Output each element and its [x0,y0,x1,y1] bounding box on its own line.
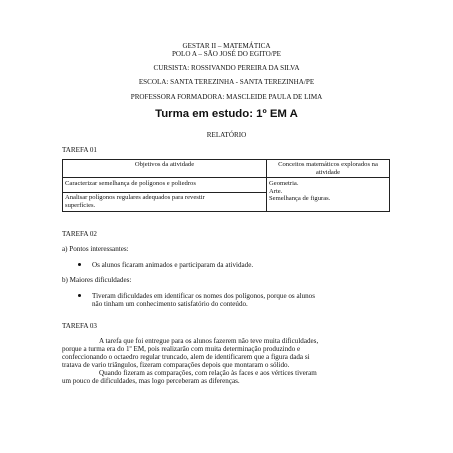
tarefa02-label: TAREFA 02 [62,230,97,238]
table-header-conceitos-line1: Conceitos matemáticos explorados na [278,161,378,168]
conceito-semelhanca: Semelhança de figuras. [269,195,331,203]
bullet-icon [78,294,81,297]
table-cell-objetivo-1: Caracterizar semelhança de polígonos e poliedros [63,178,267,193]
conceito-arte: Arte. [269,187,283,195]
relatorio-title: RELATÓRIO [206,131,247,139]
table-header-row [63,160,390,178]
table-cell-conceitos [267,178,390,212]
tarefa03-p2-line2: um pouco de dificuldades, mas logo perceberam as diferenças. [62,377,240,385]
table-row [63,178,390,193]
table-header-conceitos-line2: atividade [315,168,341,176]
header-line-1: GESTAR II – MATEMÁTICA [182,42,271,50]
dificuldades-item-line1: Tiveram dificuldades em identificar os nomes dos polígonos, porque os alunos [92,292,315,300]
tarefa01-label: TAREFA 01 [62,146,97,154]
header-cursista: CURSISTA: ROSSIVANDO PEREIRA DA SILVA [153,64,300,72]
table-header-objetivos: Objetivos da atividade [63,160,267,178]
pontos-interessantes-label: a) Pontos interessantes: [62,245,129,253]
header-escola: ESCOLA: SANTA TEREZINHA - SANTA TEREZINHA/PE [138,78,315,86]
tarefa03-p1-line3: confeccionando o octaedro regular truncado, alem de identificarem que a figura dada si [62,353,310,361]
table-cell-objetivo-2 [63,193,267,212]
header-line-2: POLO A – SÃO JOSÉ DO EGITO/PE [171,50,282,58]
header-professora: PROFESSORA FORMADORA: MASCLEIDE PAULA DE LIMA [130,93,323,101]
objectives-table [62,159,390,212]
dificuldades-item-line2: não tinham um conhecimento satisfatório do conteúdo. [92,300,248,308]
conceito-geometria: Geometria. [269,180,299,187]
tarefa03-p1-line4: tratava de vario triângulos, fizeram comparações depois que montaram o sólido. [62,361,290,369]
maiores-dificuldades-label: b) Maiores dificuldades: [62,276,132,284]
objetivo-2-line1: Analisar polígonos regulares adequados para revestir [65,194,205,201]
bullet-icon [78,263,81,266]
tarefa03-p1-line2: porque a turma era do 1º EM, pois realizarão com muita determinação produzindo e [62,345,301,353]
tarefa03-label: TAREFA 03 [62,322,97,330]
tarefa03-p1-line1: A tarefa que foi entregue para os alunos fazerem não teve muita dificuldades, [99,337,319,345]
tarefa03-p2-line1: Quando fizeram as comparações, com relação às faces e aos vértices tiveram [99,369,317,377]
objetivo-2-line2: superfícies. [65,201,96,209]
pontos-interessantes-item: Os alunos ficaram animados e participaram da atividade. [92,261,254,269]
turma-title: Turma em estudo: 1º EM A [155,108,298,120]
table-header-conceitos [267,160,390,178]
